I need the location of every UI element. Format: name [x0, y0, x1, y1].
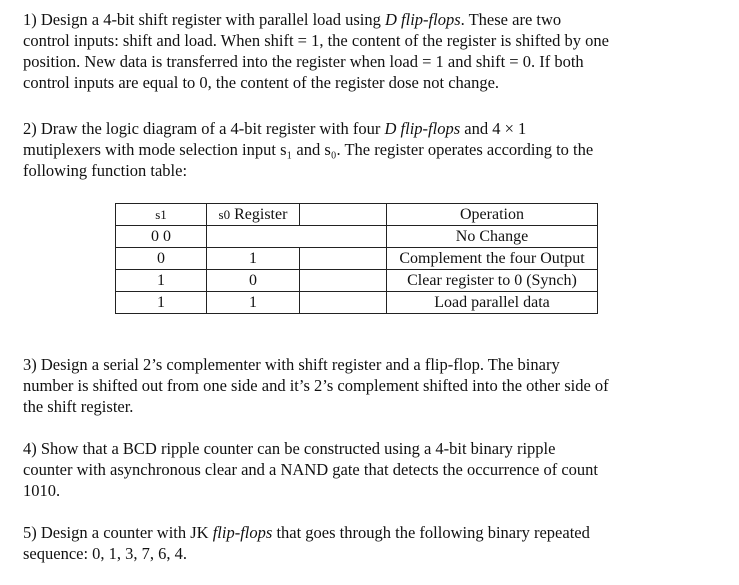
- text-run: 1) Design a 4-bit shift register with parallel load using: [23, 10, 386, 29]
- table-row: [116, 292, 598, 314]
- function-table: [115, 203, 598, 314]
- text-run: control inputs are equal to 0, the content of the register dose not change.: [23, 73, 500, 92]
- problem-2-line: [23, 139, 713, 160]
- cell-s0: 1: [207, 292, 300, 314]
- cell-s1: 0 0: [116, 226, 207, 248]
- table-row: [116, 270, 598, 292]
- text-run: and 4 × 1: [460, 119, 527, 138]
- text-run: . These are two: [460, 10, 562, 29]
- problem-1: [23, 9, 713, 93]
- problem-2-line: [23, 118, 713, 139]
- text-run: D flip-flops: [385, 10, 461, 29]
- problem-4-line: [23, 438, 713, 459]
- cell-operation: Complement the four Output: [387, 248, 598, 270]
- problem-4-line: [23, 459, 713, 480]
- problem-5: [23, 522, 713, 564]
- text-run: that goes through the following binary repeated: [272, 523, 590, 542]
- text-run: 5) Design a counter with JK: [23, 523, 213, 542]
- cell-register: [300, 248, 387, 270]
- problem-2-line: [23, 160, 713, 181]
- problem-3: [23, 354, 713, 417]
- text-run: following function table:: [23, 161, 188, 180]
- header-register: Register: [234, 205, 288, 223]
- problem-3-line: [23, 396, 713, 417]
- problem-5-line: [23, 522, 713, 543]
- cell-s0: [207, 226, 387, 248]
- header-s0-register: [207, 204, 300, 226]
- problem-4: [23, 438, 713, 501]
- text-run: position. New data is transferred into the register when load = 1 and shift = 0. If both: [23, 52, 584, 71]
- text-run: D flip-flops: [384, 119, 461, 138]
- text-run: 2) Draw the logic diagram of a 4-bit register with four: [23, 119, 385, 138]
- table-row: [116, 248, 598, 270]
- problem-3-line: [23, 375, 713, 396]
- problem-4-line: [23, 480, 713, 501]
- table-row: [116, 226, 598, 248]
- problem-1-line: [23, 9, 713, 30]
- cell-s0: 0: [207, 270, 300, 292]
- text-run: the shift register.: [23, 397, 134, 416]
- cell-s0: 1: [207, 248, 300, 270]
- problem-2: [23, 118, 713, 181]
- text-run: control inputs: shift and load. When shift = 1, the content of the register is shifted by one: [23, 31, 609, 50]
- header-s1: s1: [116, 204, 207, 226]
- text-run: mutiplexers with mode selection input s₁ and s₀. The register operates according to the: [23, 140, 594, 159]
- header-blank: [300, 204, 387, 226]
- problem-5-line: [23, 543, 713, 564]
- cell-s1: 1: [116, 292, 207, 314]
- text-run: sequence: 0, 1, 3, 7, 6, 4.: [23, 544, 188, 563]
- cell-operation: Clear register to 0 (Synch): [387, 270, 598, 292]
- cell-operation: No Change: [387, 226, 598, 248]
- text-run: 4) Show that a BCD ripple counter can be constructed using a 4-bit binary ripple: [23, 439, 556, 458]
- problem-3-line: [23, 354, 713, 375]
- text-run: 3) Design a serial 2’s complementer with shift register and a flip-flop. The binary: [23, 355, 560, 374]
- cell-s1: 1: [116, 270, 207, 292]
- table-header-row: [116, 204, 598, 226]
- text-run: flip-flops: [212, 523, 273, 542]
- header-s0: s0: [218, 206, 231, 222]
- cell-operation: Load parallel data: [387, 292, 598, 314]
- cell-register: [300, 270, 387, 292]
- cell-s1: 0: [116, 248, 207, 270]
- text-run: number is shifted out from one side and it’s 2’s complement shifted into the other side of: [23, 376, 609, 395]
- text-run: 1010.: [23, 481, 61, 500]
- cell-register: [300, 292, 387, 314]
- header-operation: Operation: [387, 204, 598, 226]
- problem-1-line: [23, 30, 713, 51]
- problem-1-line: [23, 51, 713, 72]
- problem-1-line: [23, 72, 713, 93]
- text-run: counter with asynchronous clear and a NAND gate that detects the occurrence of count: [23, 460, 598, 479]
